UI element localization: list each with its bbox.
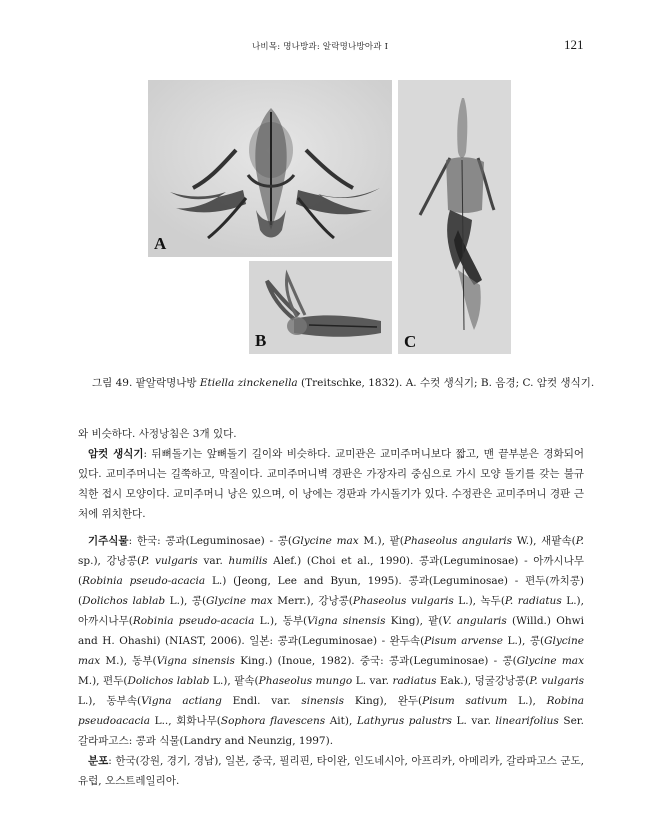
taxon-name: Glycine max [516, 655, 584, 667]
host-text-segment: W.), 새팥속( [512, 535, 576, 547]
page-number: 121 [564, 37, 584, 52]
taxon-name: Sophora flavescens [220, 715, 326, 727]
host-text-segment: Eak.), 덩굴강낭콩( [436, 675, 530, 687]
taxon-name: Robinia pseudo-acacia [82, 575, 206, 587]
host-text-segment: Ait), [325, 715, 357, 727]
taxon-name: radiatus [392, 675, 437, 687]
host-text-segment: sp.), 강낭콩( [78, 555, 142, 567]
host-text-segment: Alef.) (Choi et al., 1990). 콩과(Leguminosae) - 아까시나무( [78, 555, 584, 587]
host-distribution-block [78, 531, 584, 791]
distribution-label: 분포 [88, 755, 109, 767]
description-block [78, 424, 584, 524]
taxon-name: Vigna actiang [141, 695, 222, 707]
host-text-segment: var. [197, 555, 229, 567]
host-text-segment: L.), 아까시나무( [78, 595, 584, 627]
phallus-image [249, 261, 392, 354]
figure-plate-c [398, 80, 511, 354]
taxon-name: V. angularis [442, 615, 507, 627]
host-text-segment: L.., 회화나무( [150, 715, 221, 727]
host-text-segment: Merr.), 강낭콩( [272, 595, 353, 607]
host-text-segment: L.), 콩( [165, 595, 207, 607]
distribution-body: : 한국(강원, 경기, 경남), 일본, 중국, 필리핀, 타이완, 인도네시아, 아프리카, 아메리카, 갈라파고스 군도, 유럽, 오스트레일리아. [78, 755, 584, 787]
host-text-segment: King), 팥( [385, 615, 443, 627]
taxon-name: Phaseolus vulgaris [352, 595, 454, 607]
page-header [252, 37, 584, 52]
taxon-name: Glycine max [291, 535, 359, 547]
host-text-segment: L. var. [352, 675, 393, 687]
caption-suffix: (Treitschke, 1832). A. 수컷 생식기; B. 음경; C. 암컷 생식기. [297, 377, 595, 389]
caption-prefix: 그림 49. 팥알락명나방 [92, 377, 200, 389]
taxon-name: Robina pseudoacacia [78, 695, 584, 727]
taxon-name: linearifolius [495, 715, 559, 727]
host-text-segment: L.), 녹두( [453, 595, 505, 607]
running-head: 나비목: 명나방과: 알락명나방아과 I [252, 42, 389, 52]
host-text-segment: : 한국: 콩과(Leguminosae) - 콩( [128, 535, 292, 547]
host-text-segment: L.), 팥속( [209, 675, 259, 687]
figure-caption [92, 375, 595, 390]
host-text-segment: M.), 팥( [358, 535, 404, 547]
host-text-segment: (Willd.) Ohwi and H. Ohashi) (NIAST, 2006). 일본: 콩과(Leguminosae) - 완두속( [78, 615, 584, 647]
taxon-name: Pisum sativum [422, 695, 508, 707]
taxon-name: Dolichos lablab [82, 595, 166, 607]
host-text-segment: M.), 편두( [78, 675, 128, 687]
taxon-name: Phaseolus angularis [403, 535, 513, 547]
female-genitalia-paragraph [78, 444, 584, 524]
taxon-name: P. [575, 535, 584, 547]
host-text-segment: L.), 동부( [254, 615, 308, 627]
distribution-paragraph [78, 751, 584, 791]
host-text-segment: King), 완두( [344, 695, 423, 707]
host-text-segment: L.), [507, 695, 547, 707]
female-genitalia-label: 암컷 생식기 [88, 448, 144, 460]
taxon-name: P. vulgaris [529, 675, 585, 687]
taxon-name: Pisum arvense [424, 635, 504, 647]
host-plants-body [78, 535, 584, 747]
figure-plate-b [249, 261, 392, 354]
taxon-name: Lathyrus palustrs [356, 715, 452, 727]
host-text-segment: L. var. [451, 715, 496, 727]
host-plants-label: 기주식물 [88, 535, 129, 547]
male-genitalia-image [148, 80, 392, 257]
taxon-name: Glycine max [206, 595, 273, 607]
taxon-name: Vigna sinensis [307, 615, 386, 627]
taxon-name: sinensis [301, 695, 345, 707]
female-genitalia-image [398, 80, 511, 354]
taxon-name: Robinia pseudo-acacia [132, 615, 255, 627]
plate-label-a: A [154, 234, 167, 253]
continued-line: 와 비슷하다. 사정낭침은 3개 있다. [78, 428, 237, 440]
taxon-name: Glycine max [78, 635, 584, 667]
plate-label-b: B [255, 331, 267, 350]
host-text-segment: Endl. var. [221, 695, 302, 707]
taxon-name: Dolichos lablab [127, 675, 210, 687]
plate-label-c: C [404, 332, 417, 351]
figure-plate-a [148, 80, 392, 257]
taxon-name: P. radiatus [504, 595, 562, 607]
host-text-segment: Ser. 갈라파고스: 콩과 식물(Landry and Neunzig, 1997). [78, 715, 584, 747]
host-text-segment: L.), 동부속( [78, 695, 142, 707]
host-text-segment: King.) (Inoue, 1982). 중국: 콩과(Leguminosae) - 콩( [234, 655, 517, 667]
host-text-segment: L.) (Jeong, Lee and Byun, 1995). 콩과(Leguminosae) - 편두(까치콩) ( [78, 575, 584, 607]
host-text-segment: M.), 동부( [100, 655, 157, 667]
female-genitalia-body: : 뒤뼈돌기는 앞뼈돌기 길이와 비슷하다. 교미관은 교미주머니보다 짧고, 맨 끝부분은 경화되어 있다. 교미주머니는 길쭉하고, 막질이다. 교미주머니벽 경판은 가장자리 중심으로 가시 모양 돌기를 갖는 불규칙한 접시 모양이다. 교미주머니 낭은 있으며, 이 낭에는 경판과 가시돌기가 있다. 수정관은 교미주머니 경판 근처에 위치한다. [78, 448, 584, 520]
taxon-name: Vigna sinensis [156, 655, 235, 667]
host-plants-paragraph [78, 531, 584, 751]
caption-species: Etiella zinckenella [199, 377, 298, 389]
host-text-segment: L.), 콩( [503, 635, 545, 647]
taxon-name: P. vulgaris [141, 555, 198, 567]
taxon-name: Phaseolus mungo [258, 675, 353, 687]
taxon-name: humilis [228, 555, 268, 567]
